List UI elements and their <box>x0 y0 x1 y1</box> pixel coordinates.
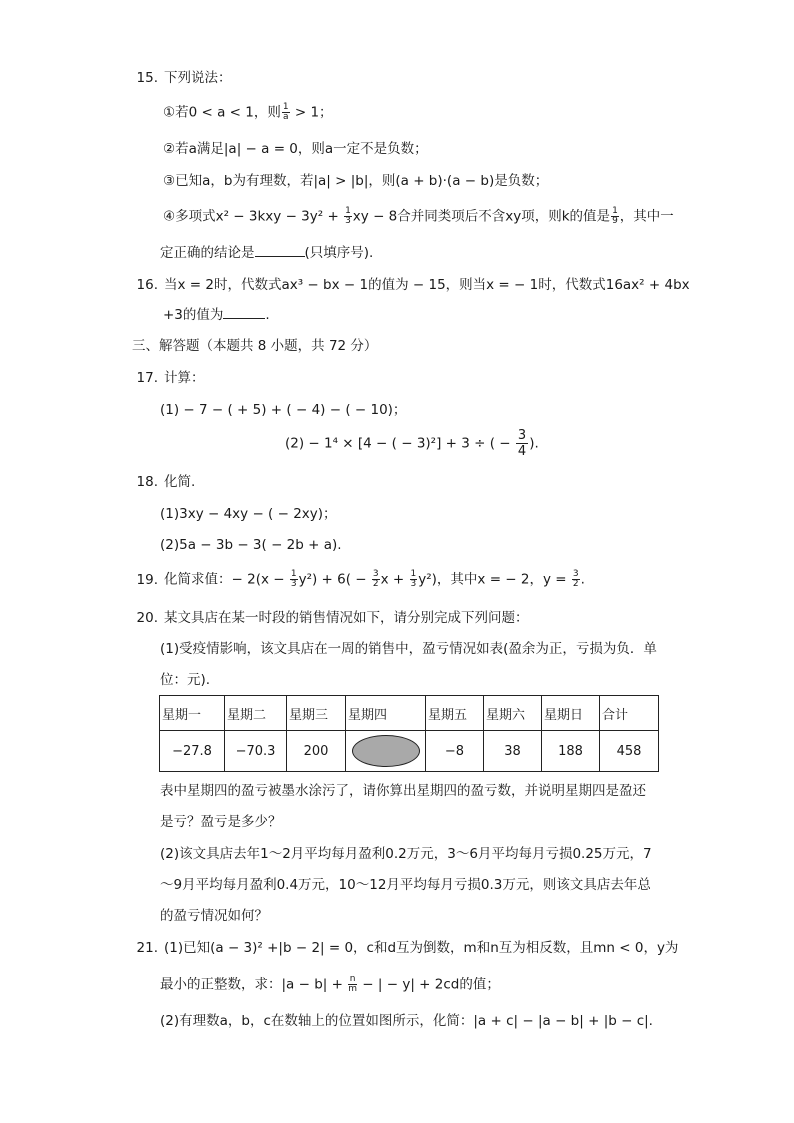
q17-number: 17. <box>136 370 158 386</box>
q21-text-2a: 最小的正整数，求：|a − b| + <box>160 976 348 993</box>
q19-line <box>132 570 585 589</box>
q20-part-2-line-2: ～9月平均每月盈利0.4万元，10～12月平均每月亏损0.3万元，则该文具店去年总 <box>160 877 651 893</box>
q21-number: 21. <box>136 940 158 956</box>
q15-conclusion-tail: (只填序号). <box>304 245 374 261</box>
q21-fraction <box>348 975 357 994</box>
frac-denominator: 2 <box>572 579 579 589</box>
q16-line-2 <box>163 306 270 324</box>
q15-s4-tail: ，其中一 <box>619 208 674 225</box>
table-header: 星期日 <box>542 696 600 731</box>
q18-stem: 化简. <box>164 474 196 490</box>
table-cell: 188 <box>542 731 600 772</box>
table-header-row <box>160 696 659 731</box>
q15-heading <box>132 69 232 87</box>
q17-part-2-text: (2) − 1⁴ × [4 − ( − 3)²] + 3 ÷ ( − <box>285 435 515 452</box>
frac-denominator: m <box>348 984 358 994</box>
table-row <box>160 731 659 772</box>
q17-part-1: (1) − 7 − ( + 5) + ( − 4) − ( − 10)； <box>160 402 407 418</box>
q19-fraction-3 <box>410 570 418 589</box>
q15-statement-1 <box>163 103 333 122</box>
table-cell-ink-blot <box>346 731 426 772</box>
q15-conclusion <box>160 244 373 262</box>
q15-stem: 下列说法： <box>164 70 232 86</box>
frac-numerator: 3 <box>572 569 579 579</box>
q15-statement-2: ②若a满足|a| − a = 0，则a一定不是负数； <box>163 141 428 157</box>
q17-stem: 计算： <box>164 370 205 386</box>
table-header: 星期三 <box>287 696 346 731</box>
q17-fraction <box>516 428 528 459</box>
q15-s1-text: ①若0 < a < 1，则 <box>163 104 281 121</box>
q19-text-c: x + <box>380 571 409 588</box>
ink-blot <box>352 735 420 767</box>
table-header: 星期一 <box>160 696 225 731</box>
q20-after-table-2: 是亏？盈亏是多少？ <box>160 814 282 830</box>
q18-part-1: (1)3xy − 4xy − ( − 2xy)； <box>160 506 337 522</box>
frac-numerator: 1 <box>345 206 351 216</box>
q15-s4-text: ④多项式x² − 3kxy − 3y² + <box>163 208 344 225</box>
q15-s4-fraction-2 <box>611 207 619 226</box>
q16-line-1 <box>132 276 690 294</box>
table-cell: 38 <box>484 731 542 772</box>
q19-tail: . <box>580 571 585 588</box>
q19-text-b: y²) + 6( − <box>298 571 371 588</box>
q18-number: 18. <box>136 474 158 490</box>
q21-text-1: (1)已知(a − 3)² +|b − 2| = 0，c和d互为倒数，m和n互为相反数，且mn < 0，y为 <box>164 940 679 956</box>
q15-s4-mid: xy − 8合并同类项后不含xy项，则k的值是 <box>352 208 611 225</box>
table-header: 星期四 <box>346 696 426 731</box>
q18-heading <box>132 473 195 491</box>
q16-number: 16. <box>136 277 158 293</box>
q21-line-1 <box>132 939 678 957</box>
table-cell: −27.8 <box>160 731 225 772</box>
frac-denominator: 2 <box>372 579 379 589</box>
q20-after-table-1: 表中星期四的盈亏被墨水涂污了，请你算出星期四的盈亏数，并说明星期四是盈还 <box>160 783 646 799</box>
q21-line-3: (2)有理数a，b，c在数轴上的位置如图所示，化简：|a + c| − |a − b| + |b − c|. <box>160 1013 653 1029</box>
q20-part-1-line-1: (1)受疫情影响，该文具店在一周的销售中，盈亏情况如表(盈余为正，亏损为负．单 <box>160 641 657 657</box>
q20-stem: 某文具店在某一时段的销售情况如下，请分别完成下列问题： <box>164 610 529 626</box>
q21-line-2 <box>160 975 500 994</box>
frac-numerator: 1 <box>282 102 289 112</box>
q15-statement-4 <box>163 207 674 226</box>
q16-text: 当x = 2时，代数式ax³ − bx − 1的值为 − 15，则当x = − 1时，代数式16ax² + 4bx <box>164 277 690 293</box>
q19-fraction-2 <box>372 570 380 589</box>
q19-text-a: 化简求值：− 2(x − <box>164 571 289 588</box>
q15-statement-3: ③已知a，b为有理数，若|a| > |b|，则(a + b)·(a − b)是负数； <box>163 173 549 189</box>
table-header: 星期五 <box>426 696 484 731</box>
answer-blank[interactable] <box>255 244 305 257</box>
q19-text-d: y²)，其中x = − 2，y = <box>418 571 571 588</box>
frac-denominator: 9 <box>612 216 618 226</box>
table-cell: −8 <box>426 731 484 772</box>
frac-numerator: 1 <box>290 569 297 579</box>
q20-part-2-line-1: (2)该文具店去年1～2月平均每月盈利0.2万元，3～6月平均每月亏损0.25万元，7 <box>160 846 652 862</box>
section-heading: 三、解答题（本题共 8 小题，共 72 分） <box>132 338 378 354</box>
table-header: 星期六 <box>484 696 542 731</box>
q20-part-2-line-3: 的盈亏情况如何？ <box>160 908 268 924</box>
q15-s1-tail: > 1； <box>290 104 333 121</box>
q16-text-2: +3的值为 <box>163 307 224 323</box>
frac-numerator: 3 <box>372 569 379 579</box>
q21-text-2b: − | − y| + 2cd的值； <box>358 976 500 993</box>
frac-denominator: a <box>282 112 289 122</box>
q15-conclusion-text: 定正确的结论是 <box>160 245 255 261</box>
q20-heading <box>132 609 529 627</box>
table-cell: 200 <box>287 731 346 772</box>
q19-fraction-1 <box>290 570 298 589</box>
table-header: 合计 <box>600 696 659 731</box>
frac-denominator: 3 <box>410 579 417 589</box>
q15-number: 15. <box>136 70 158 86</box>
frac-numerator: 1 <box>410 569 417 579</box>
q20-number: 20. <box>136 610 158 626</box>
frac-numerator: 3 <box>517 428 527 443</box>
table-cell: 458 <box>600 731 659 772</box>
table-header: 星期二 <box>225 696 287 731</box>
q17-heading <box>132 369 205 387</box>
frac-denominator: 4 <box>517 444 527 459</box>
frac-numerator: 1 <box>612 206 618 216</box>
q17-part-2 <box>285 428 539 459</box>
q19-fraction-4 <box>572 570 580 589</box>
q15-s4-fraction <box>344 207 352 226</box>
q16-tail: . <box>265 307 270 323</box>
q17-part-2-tail: ). <box>529 435 539 452</box>
q15-s1-fraction <box>282 103 290 122</box>
table-cell: −70.3 <box>225 731 287 772</box>
sales-table <box>159 695 659 772</box>
q20-part-1-line-2: 位：元). <box>160 672 211 688</box>
frac-numerator: n <box>349 974 356 984</box>
frac-denominator: 3 <box>290 579 297 589</box>
answer-blank[interactable] <box>223 306 265 319</box>
q19-number: 19. <box>136 571 158 588</box>
frac-denominator: 3 <box>345 216 351 226</box>
q18-part-2: (2)5a − 3b − 3( − 2b + a). <box>160 537 342 553</box>
